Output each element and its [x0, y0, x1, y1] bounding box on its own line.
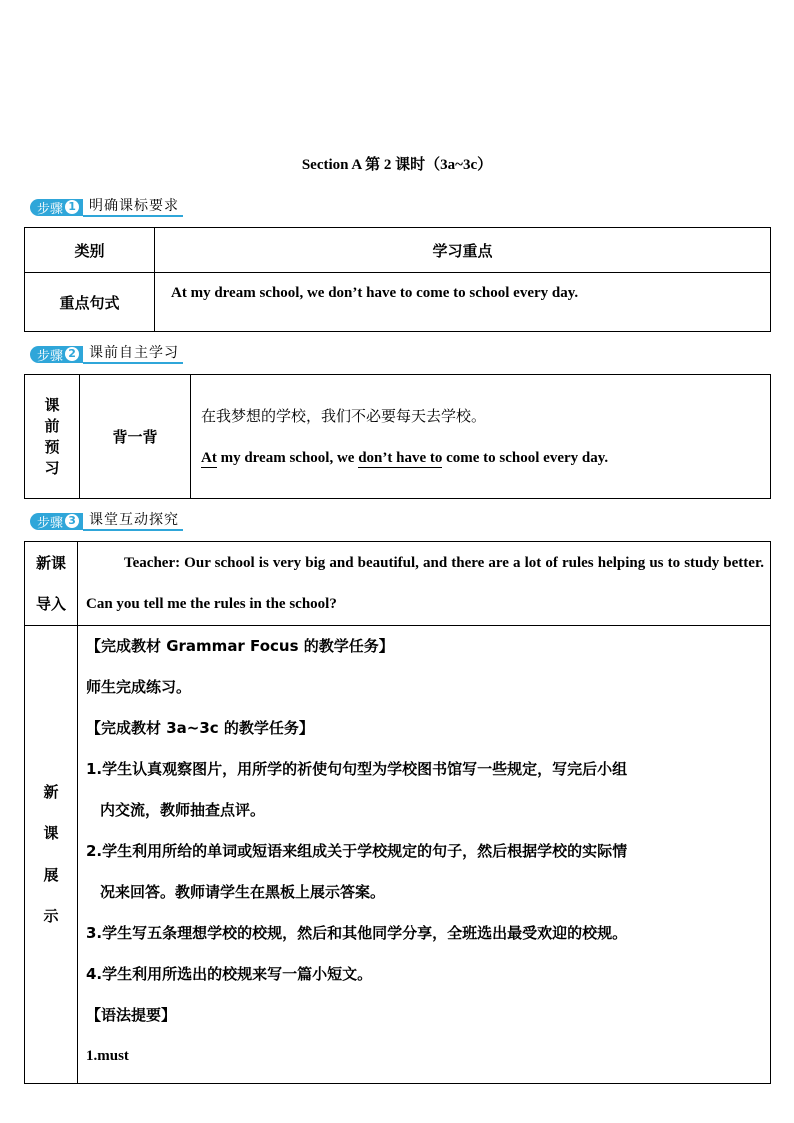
step-number: 2	[65, 347, 79, 361]
recite-label: 背一背	[80, 375, 191, 499]
show-label-char: 新	[43, 782, 59, 801]
recite-content	[191, 375, 771, 499]
step-number: 1	[65, 200, 79, 214]
show-label-char: 课	[43, 824, 59, 842]
task-line: 况来回答。教师请学生在黑板上展示答案。	[100, 883, 386, 901]
task-line: 内交流，教师抽查点评。	[100, 801, 266, 819]
step-label: 课前自主学习	[83, 345, 183, 364]
step-badge-text: 步骤	[37, 201, 64, 217]
page-title: Section A 第 2 课时（3a~3c）	[301, 157, 493, 173]
task-line: 2.学生利用所给的单词或短语来组成关于学校规定的句子，然后根据学校的实际情	[86, 842, 628, 860]
row-label-key-sentence: 重点句式	[25, 273, 155, 332]
grammar-heading: 【语法提要】	[86, 1006, 177, 1024]
side-char: 前	[44, 416, 60, 435]
show-label-char: 示	[43, 907, 59, 925]
show-content	[78, 626, 771, 1084]
blank-answer-2: don’t have to	[358, 449, 443, 466]
side-char: 预	[44, 437, 60, 456]
intro-label-line: 导入	[35, 594, 66, 613]
header-category: 类别	[25, 228, 155, 273]
english-sentence	[201, 448, 770, 468]
chinese-sentence: 在我梦想的学校，我们不必要每天去学校。	[201, 406, 487, 425]
show-label-char: 展	[43, 865, 59, 884]
sentence-text: my dream school, we	[216, 449, 359, 466]
task-line: 师生完成练习。	[86, 678, 192, 696]
step-badge	[30, 199, 83, 216]
blank-answer-1: At	[201, 449, 217, 466]
step-number: 3	[65, 514, 79, 528]
course-standard-table	[24, 227, 771, 332]
task-heading: 【完成教材 Grammar Focus 的教学任务】	[86, 637, 394, 655]
step-1-header	[30, 198, 183, 216]
step-badge-text: 步骤	[37, 348, 64, 364]
step-badge	[30, 513, 83, 530]
sentence-text: come to school every day.	[442, 449, 609, 466]
step-2-header	[30, 345, 183, 363]
grammar-item: 1.must	[86, 1048, 129, 1064]
step-label: 明确课标要求	[83, 198, 183, 217]
key-sentence: At my dream school, we don’t have to come to school every day.	[155, 273, 771, 332]
intro-text: Teacher: Our school is very big and beautiful, and there are a lot of rules helping us to study better. Can you tell me the rules in the school?	[78, 542, 771, 626]
side-char: 习	[44, 458, 60, 477]
task-heading: 【完成教材 3a~3c 的教学任务】	[86, 719, 314, 737]
intro-label-line: 新课	[35, 553, 66, 572]
step-badge-text: 步骤	[37, 515, 64, 531]
side-char: 课	[44, 395, 60, 414]
task-line: 1.学生认真观察图片，用所学的祈使句句型为学校图书馆写一些规定，写完后小组	[86, 760, 628, 778]
step-3-header	[30, 512, 183, 530]
preview-table	[24, 374, 771, 499]
task-line: 3.学生写五条理想学校的校规，然后和其他同学分享，全班选出最受欢迎的校规。	[86, 924, 628, 942]
classroom-table	[24, 541, 771, 1084]
task-line: 4.学生利用所选出的校规来写一篇小短文。	[86, 965, 373, 983]
step-label: 课堂互动探究	[83, 512, 183, 531]
intro-label	[25, 542, 78, 626]
preview-side-label	[25, 375, 80, 499]
step-badge	[30, 346, 83, 363]
show-label	[25, 626, 78, 1084]
header-focus: 学习重点	[155, 228, 771, 273]
